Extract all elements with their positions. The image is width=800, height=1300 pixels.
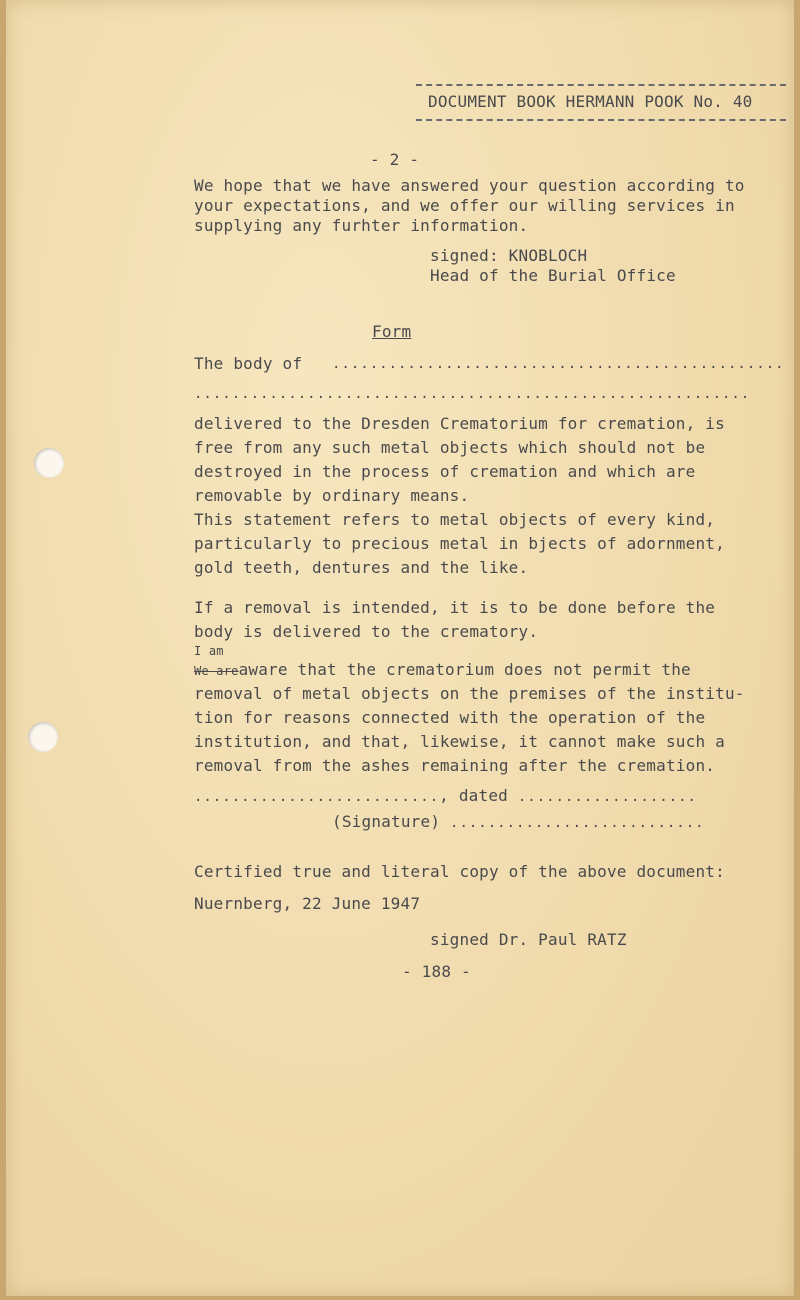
header-title: DOCUMENT BOOK HERMANN POOK No. 40 xyxy=(428,92,753,111)
header-rule-top xyxy=(416,84,786,86)
page-number-top: - 2 - xyxy=(370,150,420,169)
text-line: This statement refers to metal objects of every kind, xyxy=(194,510,716,529)
certification-signed: signed Dr. Paul RATZ xyxy=(430,930,627,949)
text-line xyxy=(194,658,745,682)
text-line: supplying any furhter information. xyxy=(194,216,529,235)
punch-hole xyxy=(34,448,64,478)
dated-line xyxy=(194,786,697,805)
role-line: Head of the Burial Office xyxy=(430,266,676,285)
text-line: body is delivered to the crematory. xyxy=(194,622,539,641)
certification-place-date: Nuernberg, 22 June 1947 xyxy=(194,894,421,913)
header-rule-bottom xyxy=(416,119,786,121)
handwritten-correction: I am xyxy=(194,644,224,658)
text-line: destroyed in the process of cremation and which are xyxy=(194,462,696,481)
fill-in-dots: ........................................................... xyxy=(194,386,751,402)
text-line: removal from the ashes remaining after the cremation. xyxy=(194,756,716,775)
text-line: If a removal is intended, it is to be done before the xyxy=(194,598,716,617)
intro-paragraph xyxy=(194,176,745,236)
fill-in-dots: ................................................ xyxy=(332,356,785,372)
signature-block xyxy=(430,246,676,286)
text-line: free from any such metal objects which should not be xyxy=(194,438,706,457)
certification-line: Certified true and literal copy of the above document: xyxy=(194,862,725,881)
text-line: We hope that we have answered your question according to xyxy=(194,176,745,195)
signature-line xyxy=(332,812,705,831)
struck-text: We are xyxy=(194,664,239,678)
body-of-label: The body of xyxy=(194,354,303,373)
form-paragraph-2 xyxy=(194,596,715,644)
signature-label: (Signature) xyxy=(332,812,441,831)
text-line: your expectations, and we offer our willing services in xyxy=(194,196,735,215)
text-line: delivered to the Dresden Crematorium for cremation, is xyxy=(194,414,725,433)
fill-in-dots: ................... xyxy=(517,789,697,805)
punch-hole xyxy=(28,722,58,752)
text-line: particularly to precious metal in bjects of adornment, xyxy=(194,534,725,553)
document-page xyxy=(6,0,794,1296)
text-line: gold teeth, dentures and the like. xyxy=(194,558,529,577)
text-line: removable by ordinary means. xyxy=(194,486,470,505)
document-header xyxy=(416,84,786,121)
text-line: institution, and that, likewise, it cannot make such a xyxy=(194,732,725,751)
form-paragraph-3 xyxy=(194,658,745,778)
text-line: removal of metal objects on the premises of the institu- xyxy=(194,684,745,703)
form-title: Form xyxy=(372,322,412,341)
dated-label: , dated xyxy=(439,786,508,805)
fill-in-dots: ........................... xyxy=(450,815,705,831)
form-paragraph-1 xyxy=(194,412,725,580)
text-fragment: aware that the crematorium does not permit the xyxy=(238,660,691,679)
signed-line: signed: KNOBLOCH xyxy=(430,246,588,265)
text-line: tion for reasons connected with the operation of the xyxy=(194,708,706,727)
page-number-bottom: - 188 - xyxy=(402,962,471,981)
fill-in-dots: .......................... xyxy=(194,789,440,805)
